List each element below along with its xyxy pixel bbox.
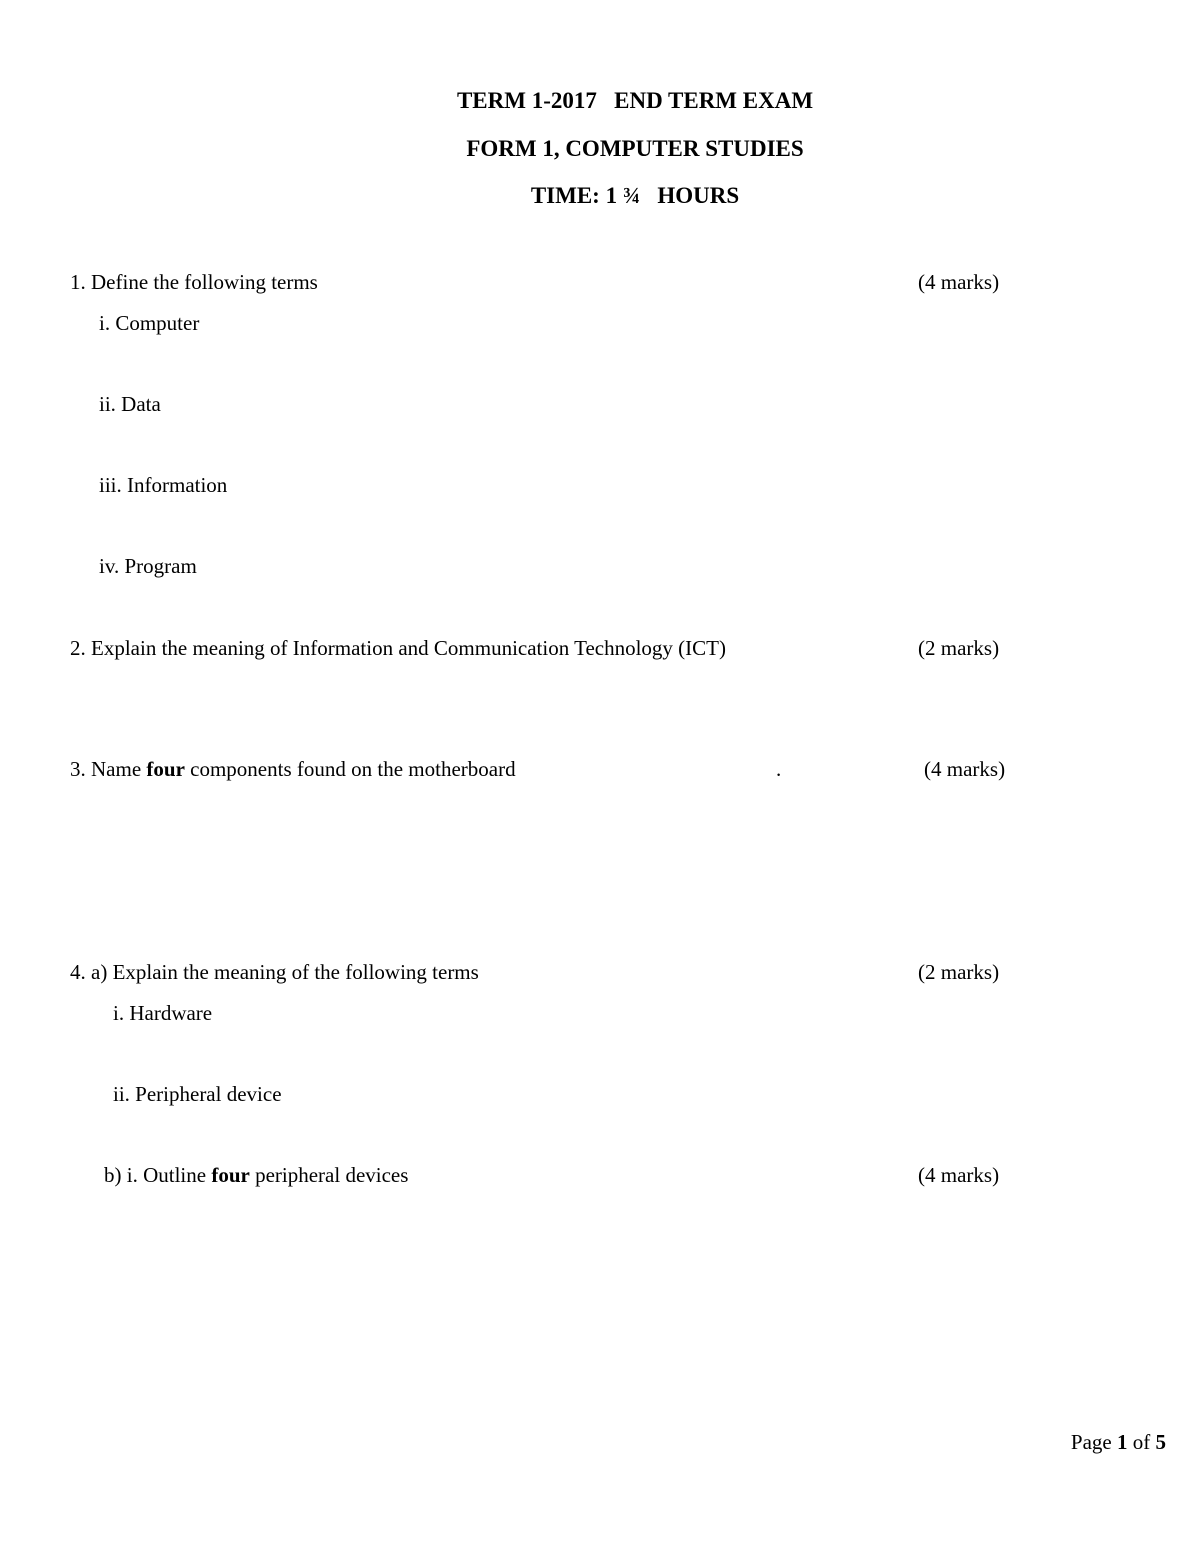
exam-time: TIME: 1 ¾ HOURS bbox=[530, 183, 740, 208]
question-4a-item-peripheral-device: ii. Peripheral device bbox=[113, 1082, 282, 1106]
question-3-bold-word: four bbox=[146, 757, 185, 781]
page-word: Page bbox=[1070, 1430, 1117, 1454]
question-3-text bbox=[70, 757, 516, 782]
question-2-marks: (2 marks) bbox=[918, 636, 1000, 660]
question-4b-prefix: b) i. Outline bbox=[104, 1163, 212, 1187]
question-4b-text bbox=[104, 1163, 408, 1188]
question-1-marks: (4 marks) bbox=[918, 270, 1000, 294]
question-4a-marks: (2 marks) bbox=[918, 960, 1000, 984]
question-4a-item-hardware: i. Hardware bbox=[113, 1001, 213, 1025]
question-2-text: 2. Explain the meaning of Information and Communication Technology (ICT) bbox=[70, 636, 726, 660]
page-number bbox=[1071, 1430, 1166, 1455]
question-3-dot: . bbox=[776, 757, 782, 781]
of-word: of bbox=[1127, 1430, 1156, 1454]
question-4a-text: 4. a) Explain the meaning of the following terms bbox=[70, 960, 479, 984]
exam-subject: FORM 1, COMPUTER STUDIES bbox=[466, 136, 804, 161]
question-1-item-information: iii. Information bbox=[99, 473, 228, 497]
exam-title: TERM 1-2017 END TERM EXAM bbox=[456, 88, 814, 113]
current-page: 1 bbox=[1117, 1430, 1128, 1454]
question-3-suffix: components found on the motherboard bbox=[184, 757, 516, 781]
question-1-item-program: iv. Program bbox=[99, 554, 197, 578]
question-1-text: 1. Define the following terms bbox=[70, 270, 318, 294]
question-4b-marks: (4 marks) bbox=[918, 1163, 1000, 1187]
question-1-item-data: ii. Data bbox=[99, 392, 161, 416]
question-4b-bold-word: four bbox=[211, 1163, 250, 1187]
question-3-prefix: 3. Name bbox=[70, 757, 147, 781]
question-1-item-computer: i. Computer bbox=[99, 311, 200, 335]
question-3-marks: (4 marks) bbox=[924, 757, 1006, 781]
total-pages: 5 bbox=[1155, 1430, 1166, 1454]
question-4b-suffix: peripheral devices bbox=[249, 1163, 409, 1187]
